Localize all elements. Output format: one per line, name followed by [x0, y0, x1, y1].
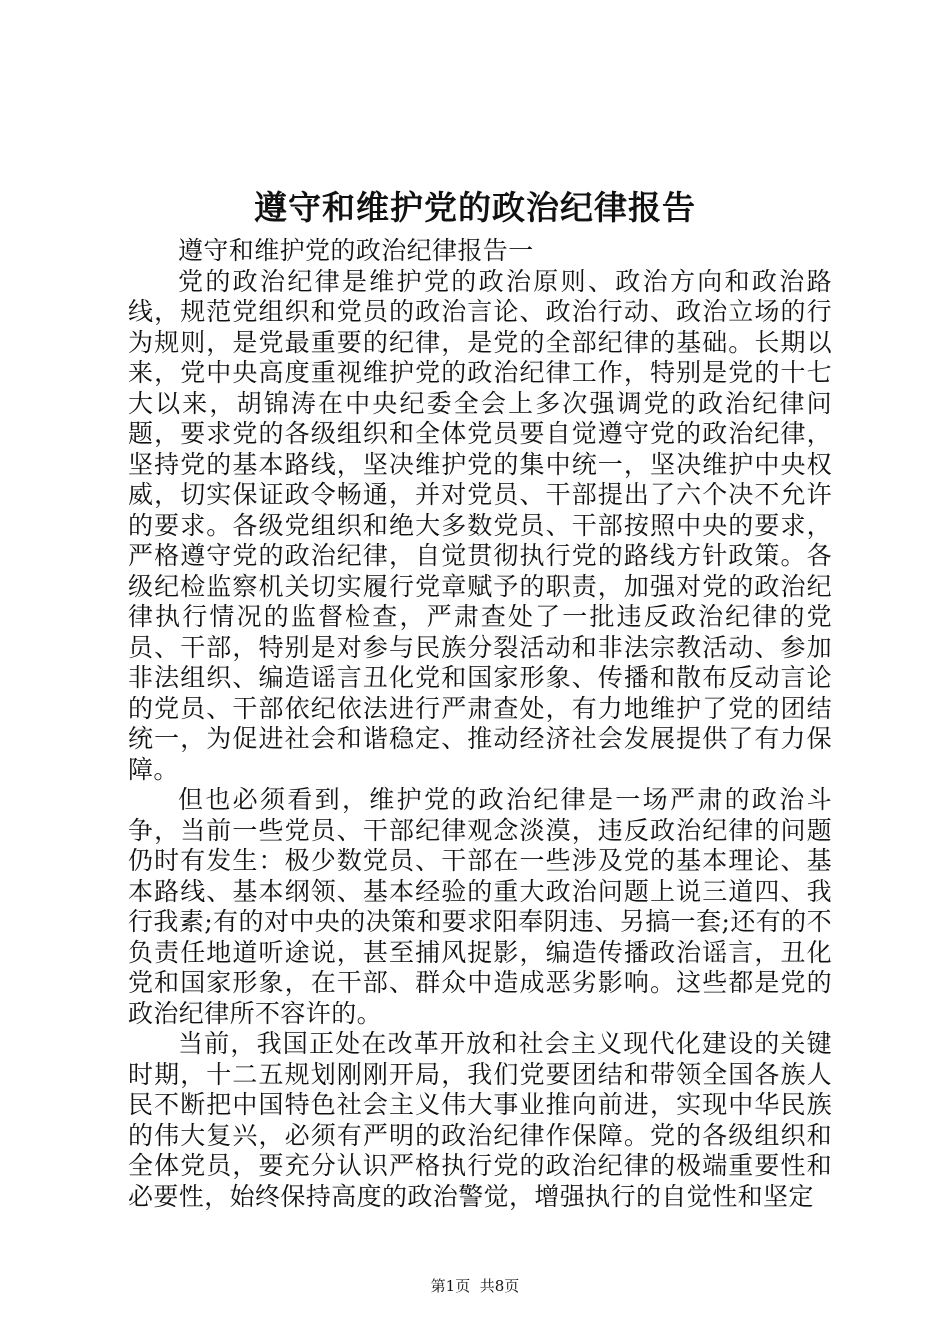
paragraph: 党的政治纪律是维护党的政治原则、政治方向和政治路线，规范党组织和党员的政治言论、政治行动、政治立场的行为规则，是党最重要的纪律，是党的全部纪律的基础。长期以来，党中央高度重视维护党的政治纪律工作，特别是党的十七大以来，胡锦涛在中央纪委全会上多次强调党的政治纪律问题，要求党的各级组织和全体党员要自觉遵守党的政治纪律，坚持党的基本路线，坚决维护党的集中统一，坚决维护中央权威，切实保证政令畅通，并对党员、干部提出了六个决不允许的要求。各级党组织和绝大多数党员、干部按照中央的要求，严格遵守党的政治纪律，自觉贯彻执行党的路线方针政策。各级纪检监察机关切实履行党章赋予的职责，加强对党的政治纪律执行情况的监督检查，严肃查处了一批违反政治纪律的党员、干部，特别是对参与民族分裂活动和非法宗教活动、参加非法组织、编造谣言丑化党和国家形象、传播和散布反动言论的党员、干部依纪依法进行严肃查处，有力地维护了党的团结统一，为促进社会和谐稳定、推动经济社会发展提供了有力保障。	[128, 266, 832, 784]
page-number: 第1页	[430, 1277, 471, 1295]
page-footer	[0, 1276, 950, 1296]
document-body	[128, 236, 832, 1212]
paragraph: 当前，我国正处在改革开放和社会主义现代化建设的关键时期，十二五规划刚刚开局，我们党要团结和带领全国各族人民不断把中国特色社会主义伟大事业推向前进，实现中华民族的伟大复兴，必须有严明的政治纪律作保障。党的各级组织和全体党员，要充分认识严格执行党的政治纪律的极端重要性和必要性，始终保持高度的政治警觉，增强执行的自觉性和坚定	[128, 1029, 832, 1211]
page-total: 共8页	[479, 1277, 520, 1295]
document-title: 遵守和维护党的政治纪律报告	[254, 188, 696, 227]
paragraph-subtitle: 遵守和维护党的政治纪律报告一	[178, 236, 534, 265]
paragraph: 但也必须看到，维护党的政治纪律是一场严肃的政治斗争，当前一些党员、干部纪律观念淡漠，违反政治纪律的问题仍时有发生：极少数党员、干部在一些涉及党的基本理论、基本路线、基本纲领、基本经验的重大政治问题上说三道四、我行我素;有的对中央的决策和要求阳奉阴违、另搞一套;还有的不负责任地道听途说，甚至捕风捉影，编造传播政治谣言，丑化党和国家形象，在干部、群众中造成恶劣影响。这些都是党的政治纪律所不容许的。	[128, 785, 832, 1028]
